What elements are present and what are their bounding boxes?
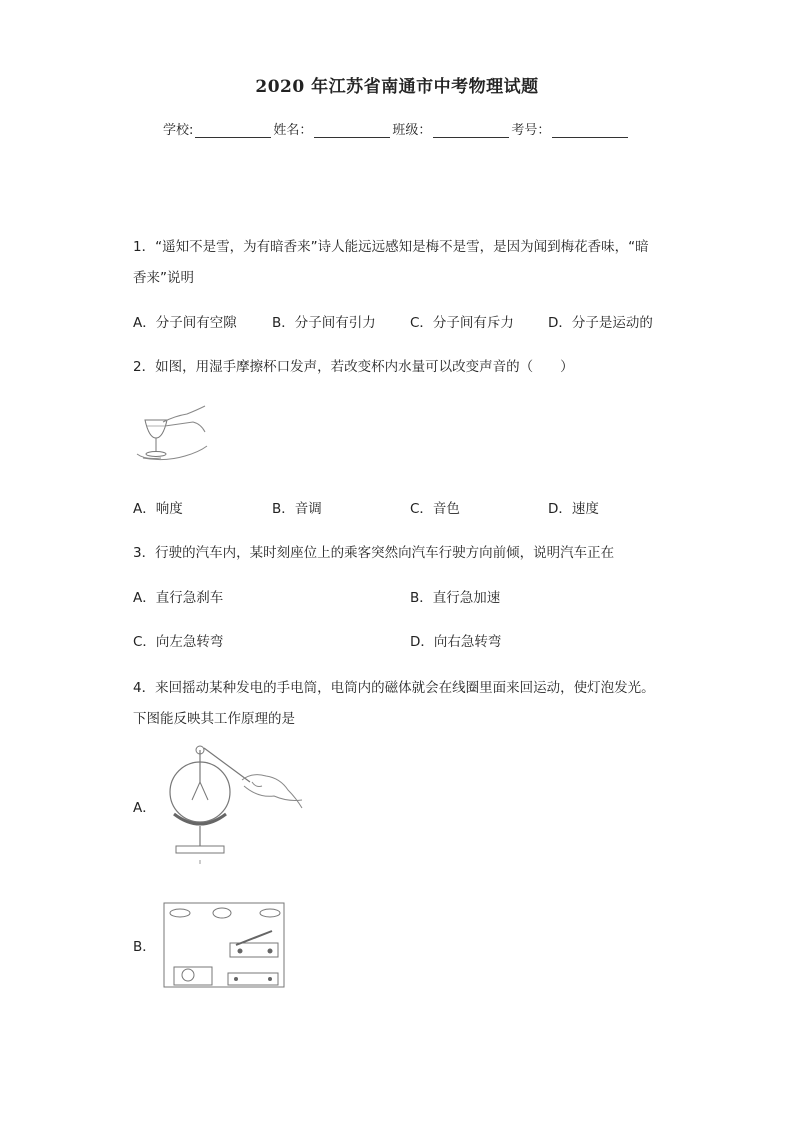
- q3-option-d[interactable]: D．向右急转弯: [410, 634, 502, 650]
- exam-no-field[interactable]: [552, 123, 628, 138]
- name-field[interactable]: [314, 123, 390, 138]
- name-label: 姓名：: [273, 123, 313, 138]
- q2-option-c[interactable]: C．音色: [410, 501, 460, 517]
- q4-stem-line1: 4．来回摇动某种发电的手电筒，电筒内的磁体就会在线圈里面来回运动，使灯泡发光。: [133, 680, 655, 696]
- exam-no-label: 考号：: [511, 123, 551, 138]
- q1-option-b[interactable]: B．分子间有引力: [272, 315, 376, 331]
- q1-stem-line1: 1．“遥知不是雪，为有暗香来”诗人能远远感知是梅不是雪，是因为闻到梅花香味，“暗: [133, 239, 649, 255]
- q1-option-d[interactable]: D．分子是运动的: [548, 315, 653, 331]
- wine-glass-figure: [135, 402, 210, 464]
- q2-option-a[interactable]: A．响度: [133, 501, 183, 517]
- q2-option-b[interactable]: B．音调: [272, 501, 322, 517]
- student-info-row: [163, 119, 630, 138]
- q1-option-c[interactable]: C．分子间有斥力: [410, 315, 514, 331]
- q3-option-b[interactable]: B．直行急加速: [410, 590, 501, 606]
- q1-stem-line2: 香来”说明: [133, 270, 194, 286]
- q4-option-b[interactable]: B．: [133, 939, 156, 955]
- electroscope-figure: [162, 742, 304, 868]
- school-field[interactable]: [195, 123, 271, 138]
- q3-stem-line1: 3．行驶的汽车内，某时刻座位上的乘客突然向汽车行驶方向前倾，说明汽车正在: [133, 545, 615, 561]
- q3-option-a[interactable]: A．直行急刹车: [133, 590, 224, 606]
- circuit-figure: [160, 895, 290, 995]
- page-title: 2020 年江苏省南通市中考物理试题: [255, 77, 539, 97]
- q1-option-a[interactable]: A．分子间有空隙: [133, 315, 237, 331]
- q4-option-a[interactable]: A．: [133, 800, 156, 816]
- school-label: 学校:: [163, 123, 194, 138]
- class-field[interactable]: [433, 123, 509, 138]
- class-label: 班级：: [392, 123, 432, 138]
- q2-option-d[interactable]: D．速度: [548, 501, 599, 517]
- q3-option-c[interactable]: C．向左急转弯: [133, 634, 224, 650]
- q4-stem-line2: 下图能反映其工作原理的是: [133, 711, 295, 727]
- q2-stem-line1: 2．如图，用湿手摩擦杯口发声，若改变杯内水量可以改变声音的（ ）: [133, 359, 574, 375]
